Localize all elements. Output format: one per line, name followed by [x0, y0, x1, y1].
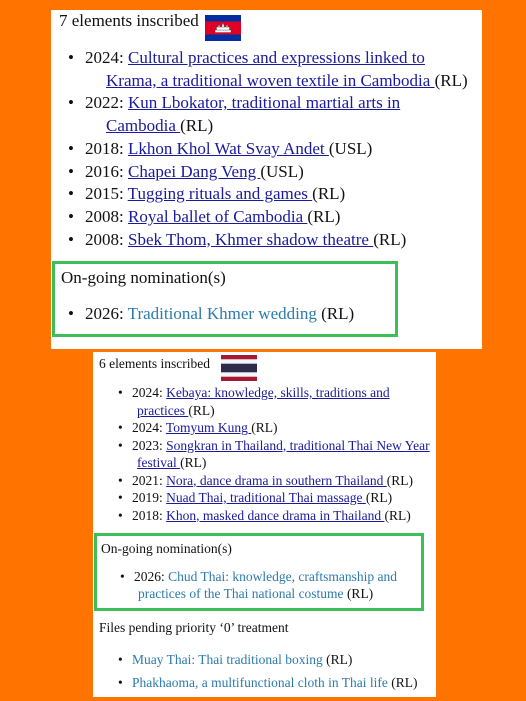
element-year: 2019	[132, 490, 159, 505]
element-link[interactable]: Kebaya: knowledge, skills, traditions and	[166, 385, 390, 400]
element-year: 2018	[85, 138, 119, 158]
thailand-panel	[93, 352, 436, 697]
bullet: •	[68, 229, 74, 249]
element-link[interactable]: Songkran in Thailand, traditional Thai New Year	[166, 437, 430, 453]
list-type: (RL)	[434, 70, 468, 90]
list-type: (RL)	[307, 206, 341, 226]
nomination-title: On-going nomination(s)	[61, 268, 226, 287]
bullet: •	[118, 420, 123, 435]
list-type: (RL)	[326, 652, 353, 667]
list-item: • 2008: Royal ballet of Cambodia (RL)	[85, 206, 480, 229]
pending-title: Files pending priority ‘0’ treatment	[99, 620, 289, 635]
list-item: • 2021: Nora, dance drama in southern Thailand (RL)	[118, 472, 413, 488]
list-item: • 2019: Nuad Thai, traditional Thai massage (RL)	[118, 490, 393, 505]
list-item: • 2022: Kun Lbokator, traditional martial arts in Cambodia (RL)	[68, 93, 401, 136]
element-link[interactable]: Tugging rituals and games	[127, 184, 313, 204]
list-item: • 2018: Lkhon Khol Wat Svay Andet (USL)	[85, 138, 480, 161]
element-year: 2015	[85, 184, 119, 204]
element-year: 2021	[132, 472, 159, 488]
nomination-link[interactable]: Traditional Khmer wedding	[127, 304, 317, 323]
list-item: • 2024: Kebaya: knowledge, skills, traditions and practices (RL)	[118, 385, 390, 418]
cambodia-panel	[51, 10, 482, 349]
list-item: • 2015: Tugging rituals and games (RL)	[85, 183, 480, 206]
element-year: 2008	[85, 229, 119, 249]
bullet: •	[120, 569, 125, 584]
element-link[interactable]: Cultural practices and expressions linked to	[127, 48, 425, 67]
list-type: (RL)	[188, 402, 215, 418]
element-link[interactable]: Royal ballet of Cambodia	[127, 206, 308, 226]
nomination-list	[120, 568, 419, 602]
nomination-title: On-going nomination(s)	[101, 541, 232, 556]
list-item	[118, 648, 417, 671]
list-item: • 2024: Tomyum Kung (RL)	[118, 420, 278, 435]
bullet: •	[68, 93, 74, 113]
list-type: (USL)	[328, 138, 373, 158]
list-type: (RL)	[384, 507, 411, 523]
pending-link[interactable]: Muay Thai: Thai traditional boxing	[132, 652, 323, 667]
element-year: 2018	[132, 507, 159, 523]
nomination-list	[68, 303, 355, 325]
element-year: 2016	[85, 161, 119, 181]
bullet: •	[68, 184, 74, 204]
list-type: (RL)	[251, 420, 278, 435]
cambodia-nomination-box	[52, 261, 398, 337]
element-link[interactable]: Kun Lbokator, traditional martial arts in	[127, 93, 401, 113]
nomination-year: 2026	[134, 569, 161, 584]
bullet: •	[118, 472, 123, 488]
element-link-continued[interactable]: Cambodia	[106, 116, 181, 136]
element-year: 2023	[132, 437, 159, 453]
list-item: • 2024: Cultural practices and expressions linked to Krama, a traditional woven textile in Cambodia (RL)	[68, 48, 468, 90]
list-item: • 2016: Chapei Dang Veng (USL)	[85, 161, 480, 184]
element-link-continued[interactable]: practices	[137, 402, 189, 418]
cambodia-flag-icon	[205, 15, 241, 41]
nomination-link-continued[interactable]: practices of the Thai national costume	[138, 586, 344, 601]
element-link[interactable]: Nuad Thai, traditional Thai massage	[166, 490, 366, 505]
element-link-continued[interactable]: festival	[137, 455, 181, 470]
list-item: • 2026: Traditional Khmer wedding (RL)	[68, 304, 355, 323]
element-link[interactable]: Sbek Thom, Khmer shadow theatre	[127, 229, 374, 249]
list-type: (RL)	[391, 675, 418, 690]
list-type: (RL)	[365, 490, 393, 505]
list-type: (RL)	[180, 455, 207, 470]
nomination-link[interactable]: Chud Thai: knowledge, craftsmanship and	[168, 569, 397, 584]
list-item: • 2023: Songkran in Thailand, traditional Thai New Year festival (RL)	[118, 437, 430, 470]
list-item	[118, 671, 418, 694]
list-type: (RL)	[180, 116, 214, 136]
element-year: 2022	[85, 93, 119, 113]
bullet: •	[118, 675, 123, 690]
bullet: •	[118, 490, 123, 505]
list-type: (RL)	[386, 472, 413, 488]
bullet: •	[118, 652, 123, 667]
bullet: •	[68, 138, 74, 158]
element-link[interactable]: Khon, masked dance drama in Thailand	[166, 507, 385, 523]
thailand-nomination-box	[94, 533, 424, 611]
element-link[interactable]: Nora, dance drama in southern Thailand	[166, 472, 387, 488]
element-year: 2008	[85, 206, 119, 226]
bullet: •	[68, 206, 74, 226]
pending-link[interactable]: Phakhaoma, a multifunctional cloth in Thai life	[132, 675, 388, 690]
element-link[interactable]: Chapei Dang Veng	[127, 161, 261, 181]
bullet: •	[118, 507, 123, 523]
list-type: (USL)	[260, 161, 304, 181]
element-link[interactable]: Lkhon Khol Wat Svay Andet	[127, 138, 329, 158]
element-year: 2024	[85, 48, 119, 67]
thailand-heading: 6 elements inscribed	[99, 356, 210, 371]
bullet: •	[118, 385, 123, 400]
element-year: 2024	[132, 420, 159, 435]
cambodia-heading: 7 elements inscribed	[59, 11, 199, 30]
bullet: •	[68, 304, 74, 323]
element-year: 2024	[132, 385, 159, 400]
pending-list	[118, 648, 418, 694]
list-item: • 2026: Chud Thai: knowledge, craftsmanship and practices of the Thai national costume (RL)	[120, 569, 397, 601]
list-item: • 2008: Sbek Thom, Khmer shadow theatre (RL)	[85, 229, 480, 252]
nomination-year: 2026	[85, 304, 119, 323]
element-link[interactable]: Tomyum Kung	[165, 420, 252, 435]
bullet: •	[118, 437, 123, 453]
thailand-flag-icon	[221, 355, 257, 381]
element-link-continued[interactable]: Krama, a traditional woven textile in Cambodia	[106, 70, 435, 90]
list-type: (RL)	[312, 184, 346, 204]
bullet: •	[68, 161, 74, 181]
thailand-elements-list	[118, 384, 432, 524]
list-type: (RL)	[321, 304, 355, 323]
bullet: •	[68, 48, 74, 67]
list-type: (RL)	[346, 586, 374, 601]
list-item: • 2018: Khon, masked dance drama in Thailand (RL)	[118, 507, 411, 523]
cambodia-elements-list	[68, 47, 480, 251]
list-type: (RL)	[373, 229, 407, 249]
